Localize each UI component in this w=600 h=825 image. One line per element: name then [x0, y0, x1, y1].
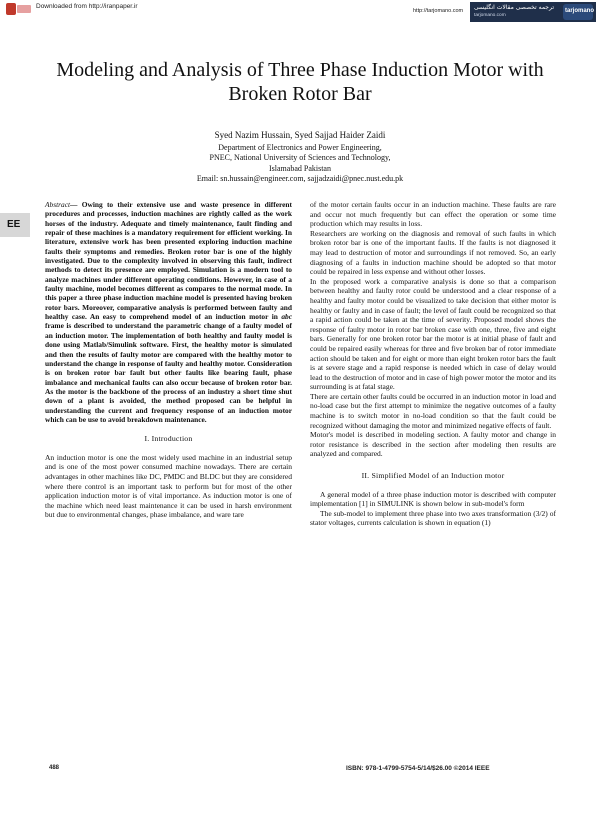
paper-authors: Syed Nazim Hussain, Syed Sajjad Haider Zaidi: [214, 130, 386, 140]
left-column: [45, 200, 292, 520]
affiliation-university: PNEC, National University of Sciences and Technology,: [209, 153, 391, 163]
intro-paragraph-3: In the proposed work a comparative analysis is done so that a comparison between healthy and faulty rotor could be understood and a clear response of a healthy and faulty motor could be visualized to take decision that either motor is healthy or faulty and in case of fault; the level of fault could be recognized so that a rapid action could be taken at the time of severity. Proposed model shows the response of faulty motor in rotor bar broken case with one, three, five and eight bars. Generally for one broken rotor bar the motor is at initial phase of fault and could be repaired easily whereas for three and five broken bar of rotor immediate action should be taken and for eight or more than eight broken rotor bars the fault is at severe stage and a rapid response is needed which in case of delay would lead to the destruction of motor and in case of high power motor the motor and its surrounding is at fatal stage.: [310, 276, 556, 392]
affiliation-email: Email: sn.hussain@engineer.com, sajjadzaidi@pnec.nust.edu.pk: [196, 173, 404, 183]
author-affiliation: [40, 143, 560, 184]
intro-paragraph-5: Motor's model is described in modeling section. A faulty motor and change in rotor resistance is described in the section after modeling then results are analyzed and compared.: [310, 430, 556, 459]
intro-paragraph-1: An induction motor is one the most widely used machine in an industrial setup and is one of the most power consumed machine nowadays. There are certain advantages in other machines like DC, PMDC and BLDC but they are considered where there control is an important task to perform but for most of the other application induction motor is of vital importance. As induction motor is one of the machine which need least maintenance it can be used in harsh environment but due to environmental changes, phase imbalance, and ware tare: [45, 452, 292, 520]
banner-english-text: tarjomano.com: [474, 13, 506, 18]
model-paragraph-2: The sub-model to implement three phase into two axes transformation (3/2) of stator voltages, currents calculation is shown in equation (1): [310, 508, 556, 528]
site-url-link[interactable]: http://tarjomano.com: [413, 8, 464, 14]
download-header: [0, 0, 600, 22]
iranpaper-logo: [6, 2, 32, 16]
section-tab-label: EE: [7, 219, 21, 230]
intro-paragraph-1-continued: of the motor certain faults occur in an induction machine. These faults are rare and occur not much frequently but can effect the operation or some time production which may results in loss.: [310, 200, 556, 229]
section-heading-simplified-model: II. Simplified Model of an Induction motor: [361, 471, 505, 481]
section-heading-introduction: I. Introduction: [144, 434, 193, 444]
download-source-text[interactable]: Downloaded from http://iranpaper.ir: [36, 3, 138, 10]
intro-paragraph-4: There are certain other faults could be occurred in an induction motor in load and no-load case but the first attempt to minimize the negative outcomes of a faulty machine is to switch motor in no-load condition so that the fault could be recognized without damaging the motor and minimized negative effects of fault.: [310, 391, 556, 430]
right-column: [310, 200, 556, 528]
abstract: [45, 200, 292, 424]
affiliation-location: Islamabad Pakistan: [269, 163, 331, 173]
section-tab-ee: [0, 213, 30, 237]
paper-title: Modeling and Analysis of Three Phase Induction Motor with Broken Rotor Bar: [56, 59, 544, 105]
abstract-italic-term: abc: [281, 312, 292, 322]
isbn-footer: ISBN: 978-1-4799-5754-5/14/$26.00 ©2014 IEEE: [346, 765, 490, 772]
tarjomano-logo: [563, 4, 593, 20]
tarjomano-banner[interactable]: [470, 2, 596, 22]
model-paragraph-1: A general model of a three phase induction motor is described with computer implementation [1] in SIMULINK is shown below in sub-model's form: [310, 489, 556, 509]
abstract-text-part1: — Owing to their extensive use and waste presence in different procedures and processes, induction machines are rightly called as the work horses of the industry. Adequate and timely maintenance, fault finding and repair of these machines is a mandatory requirement for efficient working. In literature, extensive work has been presented exploring induction machine faults their symptoms and remedies. Broken rotor bar is one of the highly investigated. Due to the complexity involved in observing this fault, indirect methods to detect its presence are employed. Simulation is a modern tool to analyze machines under different operating conditions. However, in case of a faulty machine, model becomes different as compares to the normal mode. In this paper a three phase induction machine model is presented having broken rotor bars. Moreover, comparative analysis is performed between faulty and healthy case. An easy to comprehend model of an induction motor in: [45, 200, 292, 322]
abstract-label: Abstract: [45, 200, 71, 209]
affiliation-department: Department of Electronics and Power Engineering,: [218, 143, 382, 152]
tarjomano-logo-text: tarjomano: [565, 8, 595, 14]
intro-paragraph-2: Researchers are working on the diagnosis and removal of such faults in which broken rotor bar is one of the important faults. If the faults is not diagnosed it may lead to destruction of motor and surroundings if not removed. So, an early diagnosing of a faults in induction machine should be adopted so that motor could be repaired in less expense and without other losses.: [310, 228, 556, 277]
abstract-text-part2: frame is described to understand the parametric change of a faulty model of an induction motor. The implementation of both healthy and faulty model is done using Matlab/Simulink software. First, the healthy motor is simulated and then the results of faulty motor are compared with the healthy motor to understand the change in response of faulty and healthy motor. Consideration is on broken rotor bar fault but other faults like bearing fault, phase imbalance and mechanical faults can also occur because of broken rotor bar. As the motor is the backbone of the process of an industry a short time shut down of a plant is avoided, the method proposed can be helpful in understanding the current and frequency response of an induction motor which can be use to avoid breakdown maintenance.: [45, 321, 292, 424]
banner-persian-text: ترجمه تخصصی مقالات انگلیسی: [474, 4, 554, 11]
page-number: 488: [49, 765, 60, 771]
